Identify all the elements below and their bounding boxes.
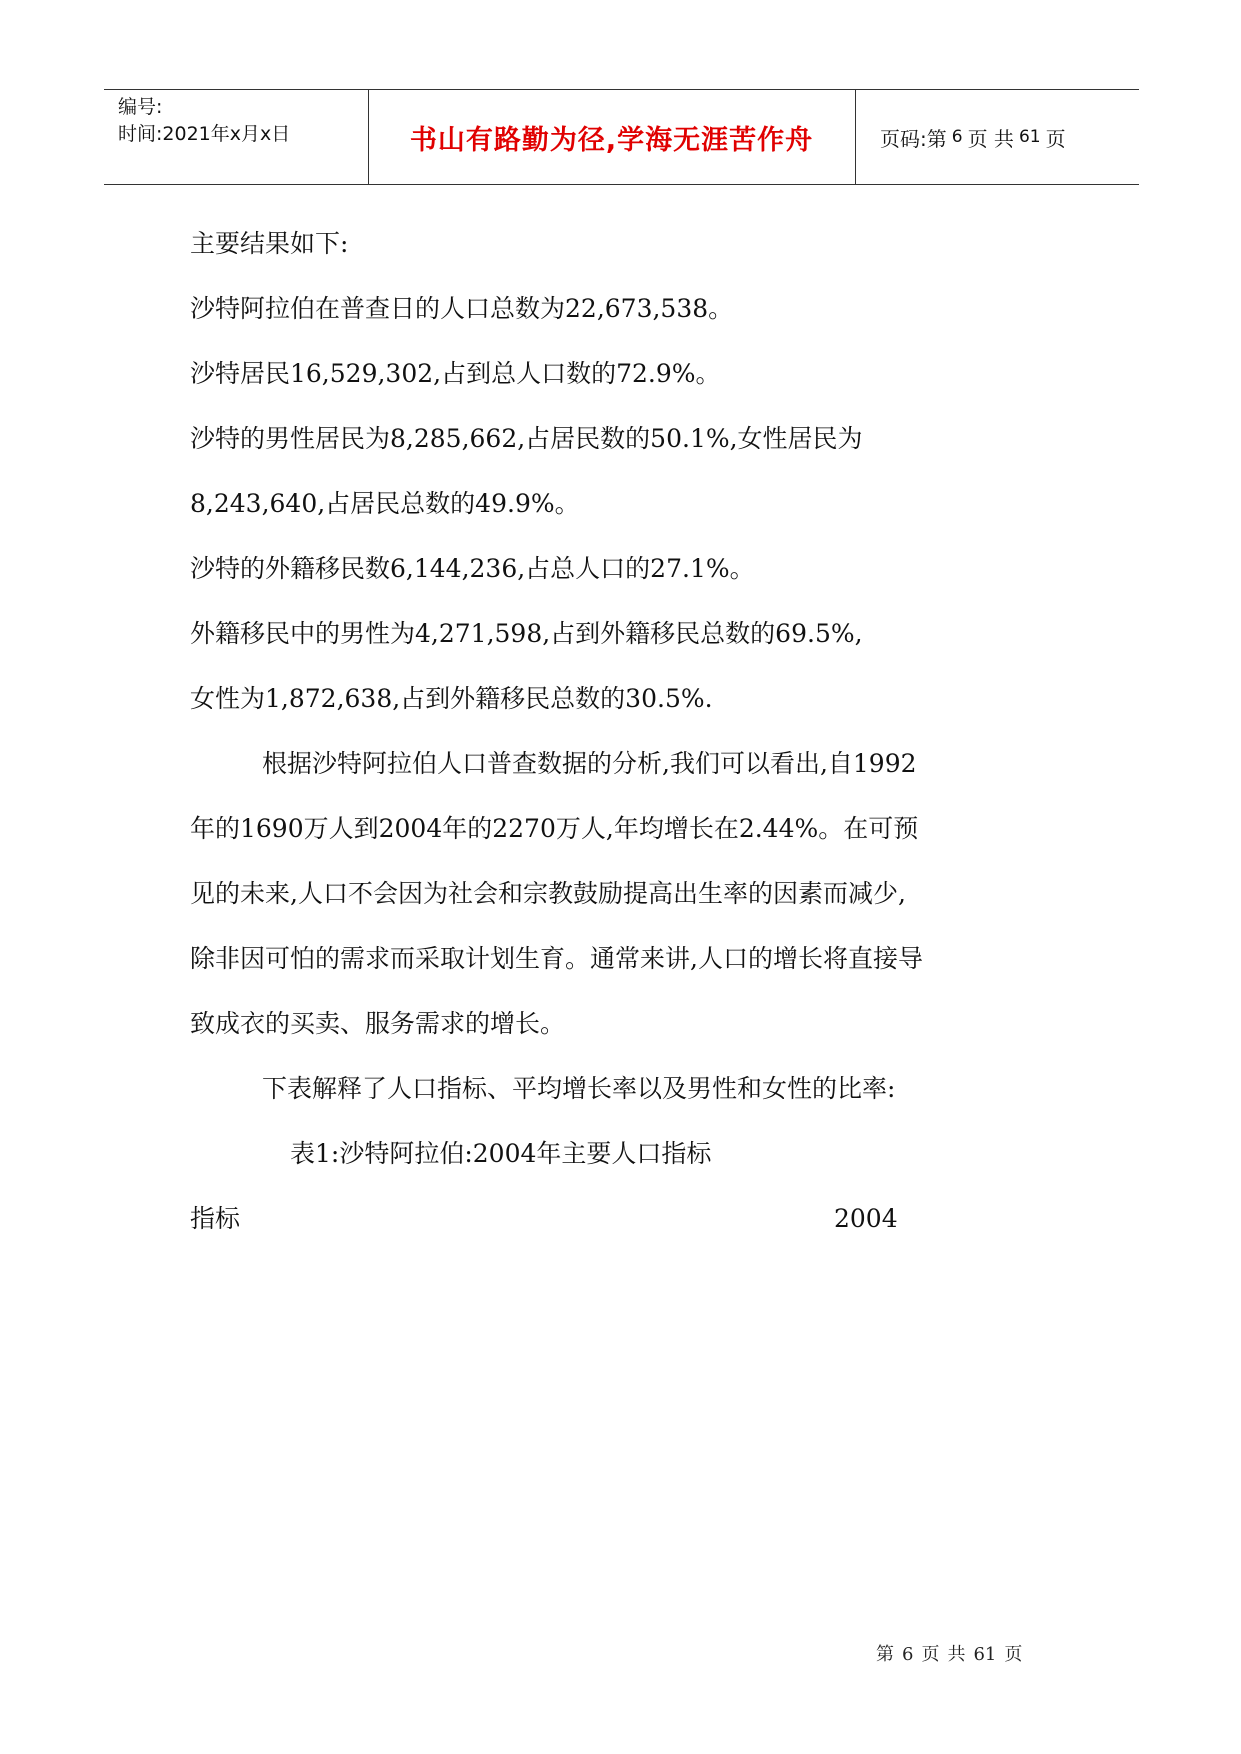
body-line: 致成衣的买卖、服务需求的增长。 [190, 1009, 566, 1038]
header-page-info [870, 90, 1066, 184]
page-footer [876, 1640, 1030, 1666]
number-label: 编号: [118, 96, 163, 118]
body-line: 沙特的男性居民为8,285,662,占居民数的50.1%,女性居民为 [190, 424, 863, 453]
footer-page-number: 6 [902, 1644, 914, 1665]
body-line: 外籍移民中的男性为4,271,598,占到外籍移民总数的69.5%, [190, 619, 863, 648]
header-divider-right [855, 90, 856, 184]
page-total: 61 [1018, 127, 1041, 147]
body-line: 下表解释了人口指标、平均增长率以及男性和女性的比率: [262, 1074, 896, 1103]
body-line: 女性为1,872,638,占到外籍移民总数的30.5%. [190, 684, 713, 713]
body-line: 除非因可怕的需求而采取计划生育。通常来讲,人口的增长将直接导 [190, 944, 923, 973]
page-header [104, 89, 1139, 185]
header-meta [118, 94, 368, 148]
page-mid: 页 共 [967, 126, 1014, 151]
time-label: 时间:2021年x月x日 [118, 123, 291, 145]
table-header-year: 2004 [834, 1204, 898, 1233]
body-line: 根据沙特阿拉伯人口普查数据的分析,我们可以看出,自1992 [262, 749, 917, 778]
body-line: 8,243,640,占居民总数的49.9%。 [190, 489, 580, 518]
body-line: 年的1690万人到2004年的2270万人,年均增长在2.44%。在可预 [190, 814, 919, 843]
body-line: 沙特的外籍移民数6,144,236,占总人口的27.1%。 [190, 554, 755, 583]
page-suffix: 页 [1045, 126, 1066, 151]
body-line: 沙特阿拉伯在普查日的人口总数为22,673,538。 [190, 294, 734, 323]
header-motto: 书山有路勤为径,学海无涯苦作舟 [409, 124, 814, 156]
footer-word: 页 [921, 1644, 940, 1665]
footer-word: 页 [1004, 1644, 1023, 1665]
body-line: 主要结果如下: [190, 229, 349, 258]
table-caption: 表1:沙特阿拉伯:2004年主要人口指标 [290, 1139, 712, 1168]
body-line: 沙特居民16,529,302,占到总人口数的72.9%。 [190, 359, 721, 388]
footer-word: 共 [947, 1644, 966, 1665]
body-line: 见的未来,人口不会因为社会和宗教鼓励提高出生率的因素而减少, [190, 879, 906, 908]
table-header-indicator: 指标 [190, 1204, 241, 1233]
footer-page-total: 61 [973, 1644, 997, 1665]
page-prefix: 页码:第 [880, 126, 947, 151]
page-number: 6 [951, 127, 963, 147]
footer-word: 第 [876, 1644, 894, 1665]
